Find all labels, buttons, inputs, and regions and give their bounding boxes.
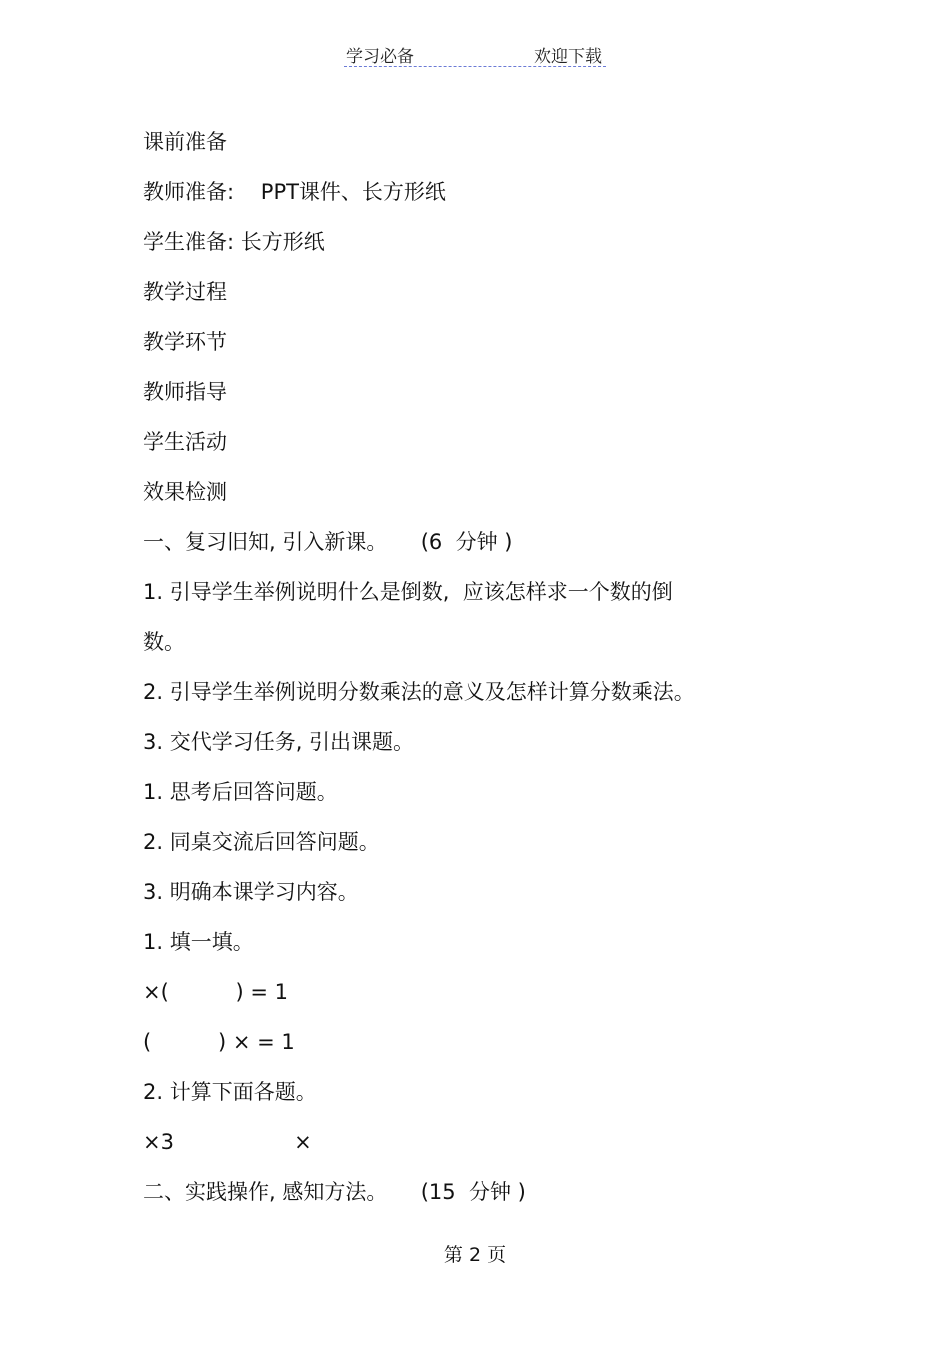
- teacher-item-2: 2. 引导学生举例说明分数乘法的意义及怎样计算分数乘法。: [143, 680, 695, 704]
- teacher-item-3: 3. 交代学习任务, 引出课题。: [143, 730, 415, 754]
- header-left-text: 学习必备: [346, 47, 414, 67]
- page-number: 第 2 页: [443, 1244, 507, 1266]
- check-item-1: 1. 填一填。: [143, 930, 254, 954]
- column-label-stage: 教学环节: [143, 330, 227, 354]
- teacher-prep-line: 教师准备: PPT课件、长方形纸: [143, 180, 446, 204]
- document-body: [143, 124, 783, 1224]
- teacher-item-1: 1. 引导学生举例说明什么是倒数, 应该怎样求一个数的倒: [143, 580, 673, 604]
- fill-blank-2: ( ) × = 1: [143, 1030, 295, 1054]
- section-heading-prep: 课前准备: [143, 130, 227, 154]
- column-label-student: 学生活动: [143, 430, 227, 454]
- student-item-1: 1. 思考后回答问题。: [143, 780, 338, 804]
- fill-blank-1: ×( ) = 1: [143, 980, 289, 1004]
- step-one-heading: 一、复习旧知, 引入新课。 (6 分钟 ): [143, 530, 513, 554]
- calc-expressions: ×3 ×: [143, 1130, 312, 1154]
- column-label-check: 效果检测: [143, 480, 227, 504]
- step-two-heading: 二、实践操作, 感知方法。 (15 分钟 ): [143, 1180, 526, 1204]
- section-heading-process: 教学过程: [143, 280, 227, 304]
- page-header: [344, 40, 606, 67]
- check-item-2: 2. 计算下面各题。: [143, 1080, 317, 1104]
- column-label-teacher: 教师指导: [143, 380, 227, 404]
- student-prep-line: 学生准备: 长方形纸: [143, 230, 325, 254]
- student-item-3: 3. 明确本课学习内容。: [143, 880, 359, 904]
- teacher-item-1-continued: 数。: [143, 630, 185, 654]
- header-right-text: 欢迎下载: [534, 47, 602, 67]
- student-item-2: 2. 同桌交流后回答问题。: [143, 830, 380, 854]
